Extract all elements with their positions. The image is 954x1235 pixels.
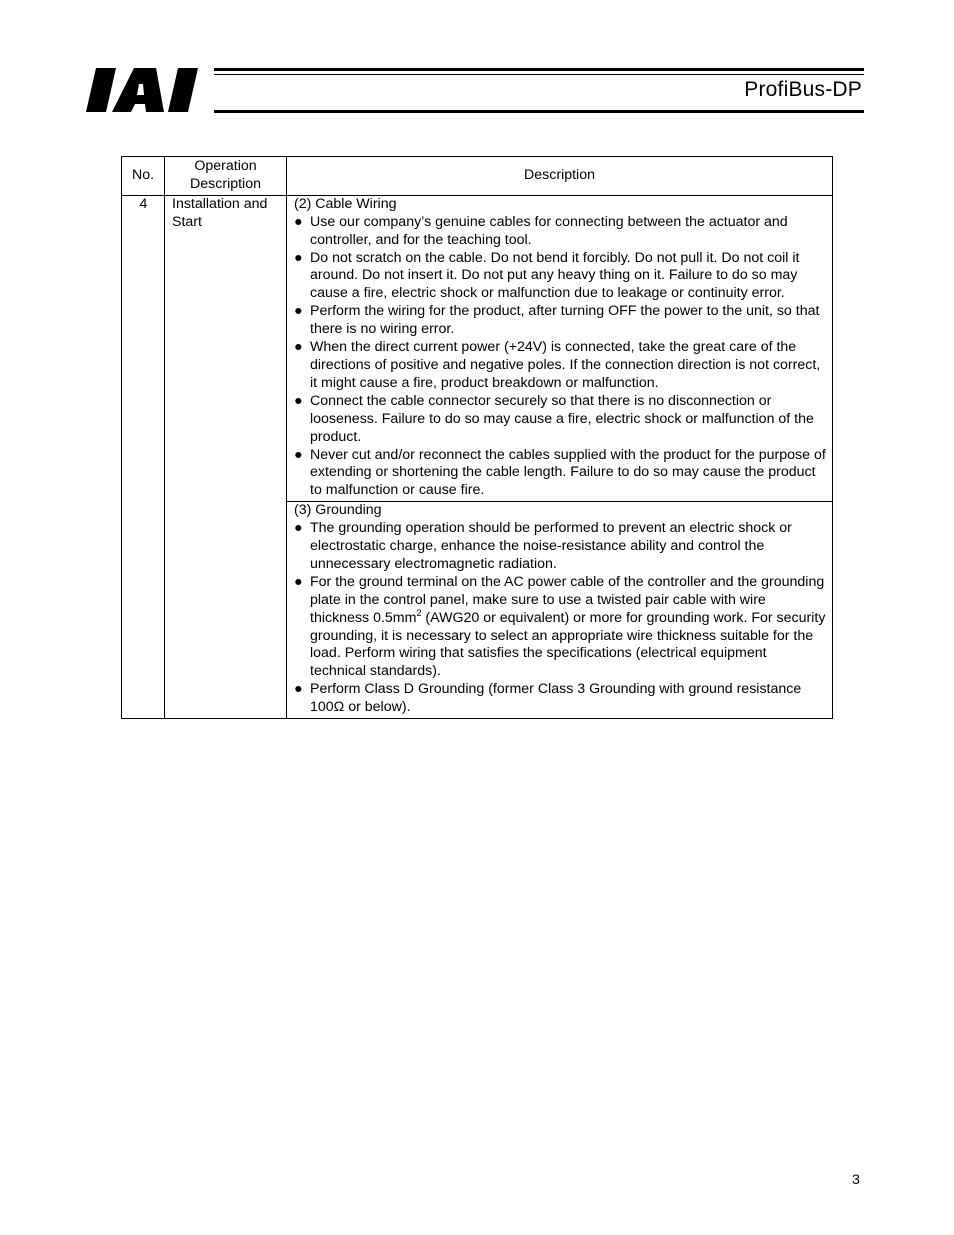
list-item-text: The grounding operation should be performed to prevent an electric shock or electrostatic charge, enhance the noise-resistance ability and control the unnecessary electromagnetic radiation. — [310, 520, 792, 572]
bullet-icon: ● — [294, 339, 303, 356]
header-rule-top — [214, 68, 864, 71]
bullet-list — [294, 214, 826, 501]
iai-logo — [86, 66, 208, 114]
list-item-text-before: For the ground terminal on the AC power cable of the controller and the grounding plate in the control panel, make sure to use a twisted pair cable with wire thickness 0.5mm — [310, 573, 825, 626]
operation-table — [121, 156, 833, 719]
section-cable-wiring — [287, 195, 833, 501]
header-rule-thin — [214, 74, 864, 75]
list-item-text: Do not scratch on the cable. Do not bend it forcibly. Do not pull it. Do not coil it around. Do not insert it. Do not put any heavy thing on it. Failure to do so may cause a fire, electric shock or malfunction due to leakage or continuity error. — [310, 249, 800, 302]
section-grounding — [287, 502, 833, 719]
superscript: 2 — [416, 607, 422, 618]
bullet-icon: ● — [294, 520, 303, 537]
list-item-text — [310, 574, 825, 680]
list-item — [294, 447, 826, 501]
list-item-text: When the direct current power (+24V) is connected, take the great care of the directions of positive and negative poles. If the connection direction is not correct, it might cause a fire, product breakdown or malfunction. — [310, 339, 821, 391]
header-no: No. — [122, 157, 165, 196]
row-operation: Installation and Start — [165, 195, 287, 718]
page-number: 3 — [852, 1172, 860, 1188]
table-row — [122, 195, 833, 501]
table-header-row — [122, 157, 833, 196]
bullet-icon: ● — [294, 303, 303, 320]
list-item — [294, 681, 826, 717]
bullet-icon: ● — [294, 446, 303, 463]
list-item — [294, 250, 826, 304]
bullet-icon: ● — [294, 213, 303, 230]
header-rule-bottom — [214, 110, 864, 113]
list-item — [294, 214, 826, 250]
list-item-text: Use our company’s genuine cables for connecting between the actuator and controller, and for the teaching tool. — [310, 213, 788, 248]
list-item-text: Perform the wiring for the product, after turning OFF the power to the unit, so that there is no wiring error. — [310, 303, 820, 338]
bullet-icon: ● — [294, 573, 303, 590]
list-item — [294, 520, 826, 574]
bullet-list — [294, 520, 826, 717]
list-item — [294, 393, 826, 447]
list-item-text: Never cut and/or reconnect the cables supplied with the product for the purpose of extending or shortening the cable length. Failure to do so may cause the product to malfunction or cause fire. — [310, 446, 826, 499]
section-title: (2) Cable Wiring — [294, 195, 397, 212]
list-item-text: Connect the cable connector securely so that there is no disconnection or looseness. Failure to do so may cause a fire, electric shock or malfunction of the product. — [310, 392, 814, 445]
product-name: ProfiBus-DP — [744, 78, 862, 101]
header-description: Description — [287, 157, 833, 196]
list-item — [294, 574, 826, 681]
bullet-icon: ● — [294, 392, 303, 409]
section-title: (3) Grounding — [294, 502, 382, 519]
row-no: 4 — [122, 195, 165, 718]
list-item — [294, 339, 826, 393]
page-header — [0, 0, 954, 120]
list-item-text-after: (AWG20 or equivalent) or more for grounding work. For security grounding, it is necessary to select an appropriate wire thickness suitable for the load. Perform wiring that satisfies the specifications (electrical equipment technical standards). — [310, 609, 826, 680]
list-item-text: Perform Class D Grounding (former Class 3 Grounding with ground resistance 100Ω or below). — [310, 681, 802, 716]
bullet-icon: ● — [294, 249, 303, 266]
list-item — [294, 303, 826, 339]
header-operation: Operation Description — [165, 157, 287, 196]
bullet-icon: ● — [294, 681, 303, 698]
